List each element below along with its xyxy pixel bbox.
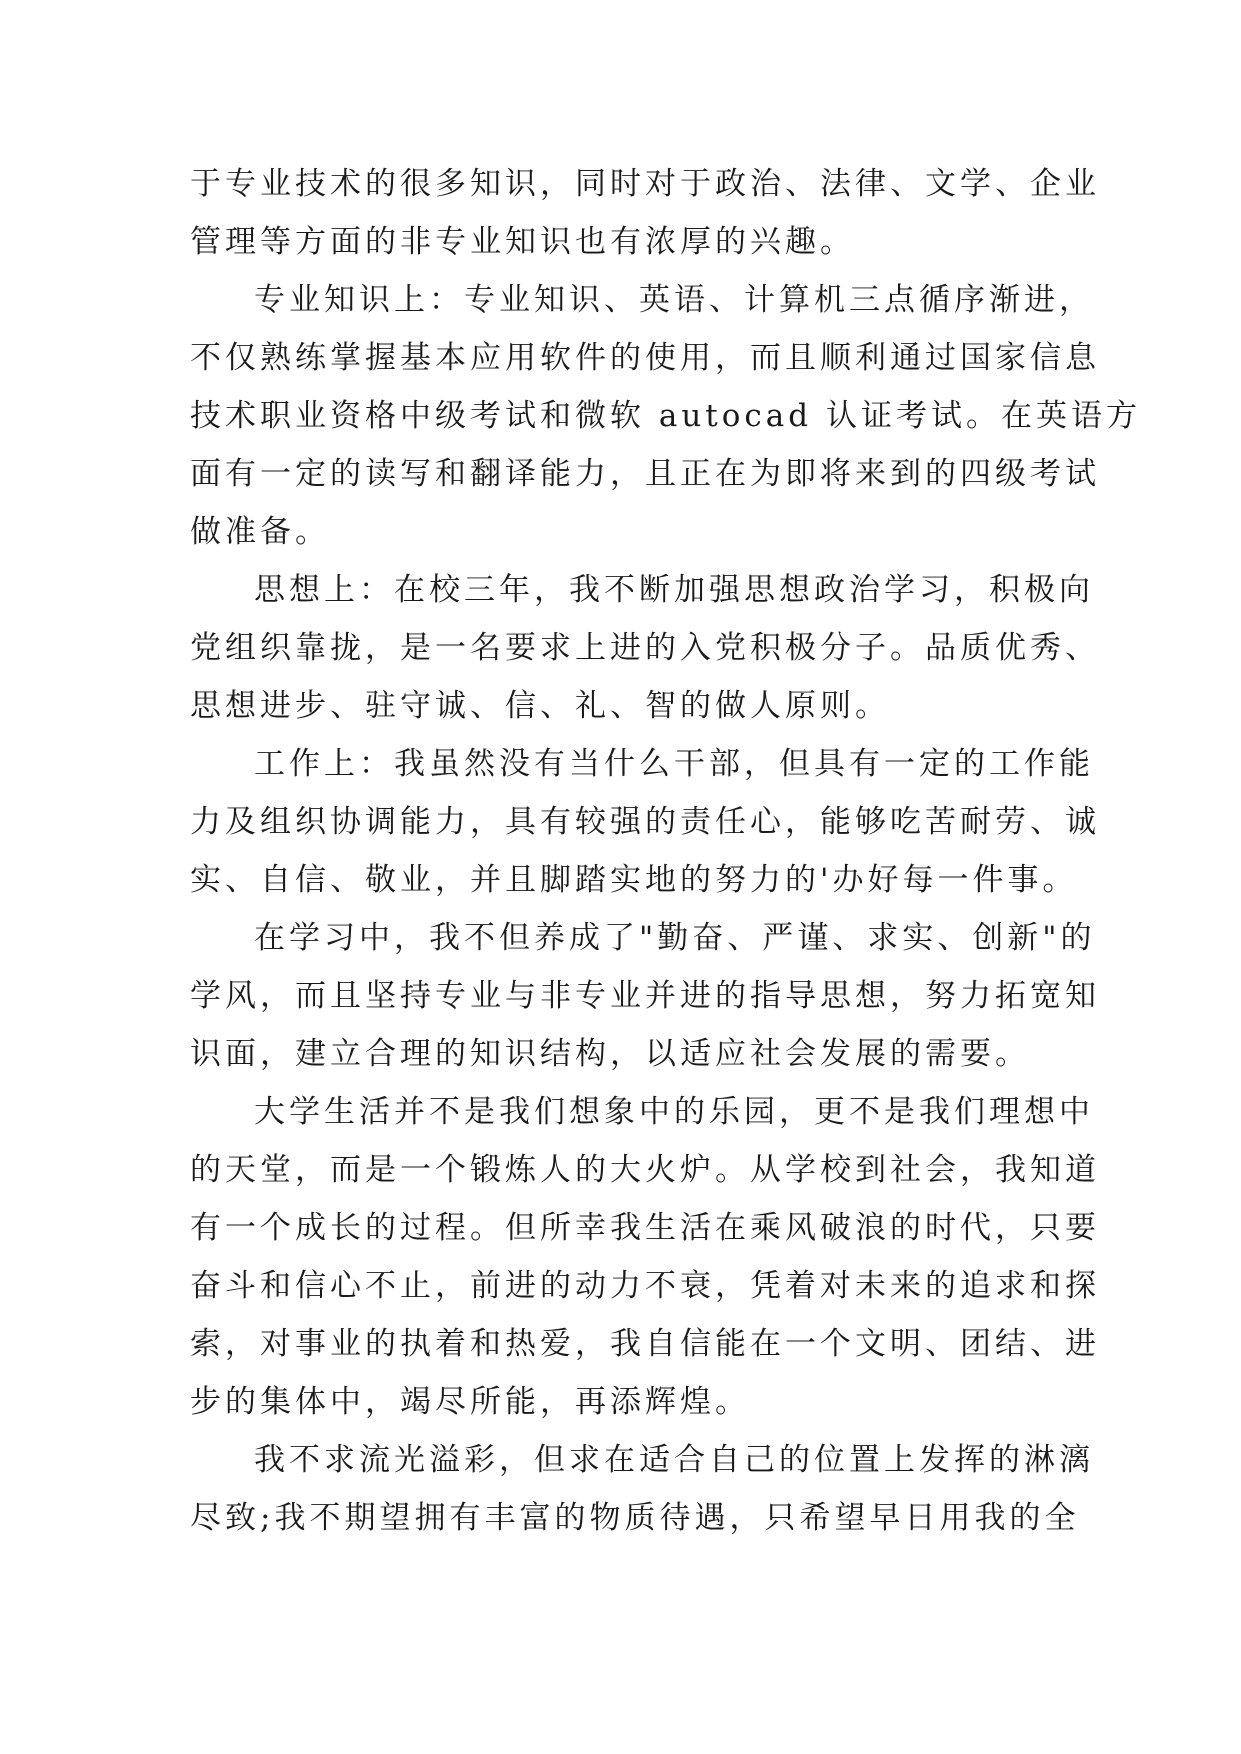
text-line: 学风，而且坚持专业与非专业并进的指导思想，努力拓宽知 [190,978,1100,1014]
paragraph-start-line: 我不求流光溢彩，但求在适合自己的位置上发挥的淋漓 [254,1442,1094,1478]
text-line: 管理等方面的非专业知识也有浓厚的兴趣。 [190,224,855,260]
text-line: 技术职业资格中级考试和微软 autocad 认证考试。在英语方 [190,398,1141,434]
text-line: 面有一定的读写和翻译能力，且正在为即将来到的四级考试 [190,456,1100,492]
paragraph-start-line: 专业知识上：专业知识、英语、计算机三点循序渐进， [254,282,1094,318]
paragraph-start-line: 在学习中，我不但养成了"勤奋、严谨、求实、创新"的 [254,920,1096,956]
text-line: 力及组织协调能力，具有较强的责任心，能够吃苦耐劳、诚 [190,804,1100,840]
text-line: 步的集体中，竭尽所能，再添辉煌。 [190,1384,750,1420]
text-line: 的天堂，而是一个锻炼人的大火炉。从学校到社会，我知道 [190,1152,1100,1188]
text-line: 思想进步、驻守诚、信、礼、智的做人原则。 [190,688,890,724]
text-line: 做准备。 [190,514,330,550]
paragraph-start-line: 思想上：在校三年，我不断加强思想政治学习，积极向 [254,572,1094,608]
text-line: 奋斗和信心不止，前进的动力不衰，凭着对未来的追求和探 [190,1268,1100,1304]
text-line: 不仅熟练掌握基本应用软件的使用，而且顺利通过国家信息 [190,340,1100,376]
text-line: 党组织靠拢，是一名要求上进的入党积极分子。品质优秀、 [190,630,1100,666]
text-line: 实、自信、敬业，并且脚踏实地的努力的'办好每一件事。 [190,862,1078,898]
text-line: 尽致;我不期望拥有丰富的物质待遇，只希望早日用我的全 [190,1500,1080,1536]
paragraph-start-line: 工作上：我虽然没有当什么干部，但具有一定的工作能 [254,746,1094,782]
text-line: 识面，建立合理的知识结构，以适应社会发展的需要。 [190,1036,1030,1072]
document-body [190,155,1141,1547]
text-line: 于专业技术的很多知识，同时对于政治、法律、文学、企业 [190,166,1100,202]
text-line: 索，对事业的执着和热爱，我自信能在一个文明、团结、进 [190,1326,1100,1362]
text-line: 有一个成长的过程。但所幸我生活在乘风破浪的时代，只要 [190,1210,1100,1246]
paragraph-start-line: 大学生活并不是我们想象中的乐园，更不是我们理想中 [254,1094,1094,1130]
